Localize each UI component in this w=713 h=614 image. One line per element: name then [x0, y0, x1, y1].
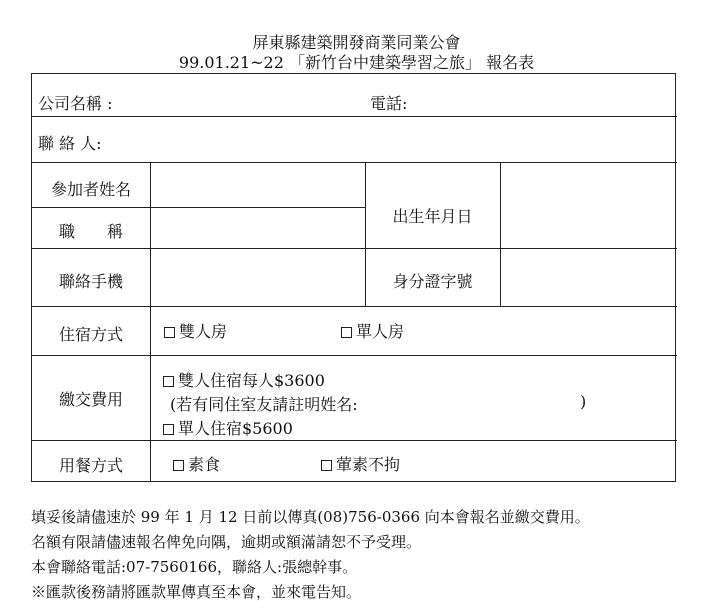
mobile-label: 聯絡手機 [58, 272, 123, 291]
lodging-option-single[interactable]: 單人房 [341, 319, 404, 342]
meal-option-vegetarian[interactable]: 素食 [173, 452, 220, 475]
meal-label: 用餐方式 [58, 456, 123, 475]
note-limited-seats: 名額有限請儘速報名俾免向隅，逾期或額滿請恕不予受理。 [31, 533, 422, 551]
single-fee-checkbox[interactable] [163, 424, 174, 435]
notes-section [31, 505, 590, 605]
fee-option-single[interactable]: 單人住宿$5600 [163, 416, 293, 439]
row-divider [32, 116, 677, 117]
fee-label: 繳交費用 [58, 390, 123, 409]
birthdate-label: 出生年月日 [392, 207, 473, 226]
job-title-label: 職 稱 [58, 222, 123, 241]
meal-option-any[interactable]: 葷素不拘 [321, 452, 400, 475]
row-divider [32, 440, 677, 441]
lodging-label: 住宿方式 [58, 325, 123, 344]
fee-option-double[interactable]: 雙人住宿每人$3600 [163, 368, 325, 391]
company-label: 公司名稱 : [38, 94, 113, 113]
row-divider [32, 248, 677, 249]
registration-form [31, 73, 676, 482]
any-meal-checkbox[interactable] [321, 460, 332, 471]
note-contact-phone: 本會聯絡電話:07-7560166，聯絡人:張總幹事。 [31, 558, 358, 576]
vegetarian-checkbox[interactable] [173, 460, 184, 471]
fee-roommate-note: (若有同住室友請註明姓名: [170, 395, 358, 414]
note-remittance: ※匯款後務請將匯款單傳真至本會，並來電告知。 [31, 583, 362, 601]
row-divider [32, 306, 677, 307]
row-divider [32, 162, 677, 163]
org-name: 屏東縣建築開發商業同業公會 [252, 33, 461, 52]
double-room-checkbox[interactable] [164, 327, 175, 338]
form-title: 99.01.21~22 「新竹台中建築學習之旅」 報名表 [178, 53, 535, 72]
double-fee-checkbox[interactable] [163, 376, 174, 387]
single-room-checkbox[interactable] [341, 327, 352, 338]
id-number-label: 身分證字號 [392, 272, 473, 291]
fee-note-close: ) [580, 392, 587, 411]
contact-label: 聯 絡 人: [38, 134, 102, 153]
phone-label: 電話: [370, 94, 408, 113]
row-divider [32, 355, 677, 356]
row-divider [32, 207, 365, 208]
lodging-option-double[interactable]: 雙人房 [164, 319, 227, 342]
note-fax-deadline: 填妥後請儘速於 99 年 1 月 12 日前以傳真(08)756-0366 向本會報名並繳交費用。 [31, 508, 590, 526]
col-divider [500, 162, 501, 306]
participant-name-label: 參加者姓名 [50, 180, 131, 199]
col-divider [150, 162, 151, 482]
